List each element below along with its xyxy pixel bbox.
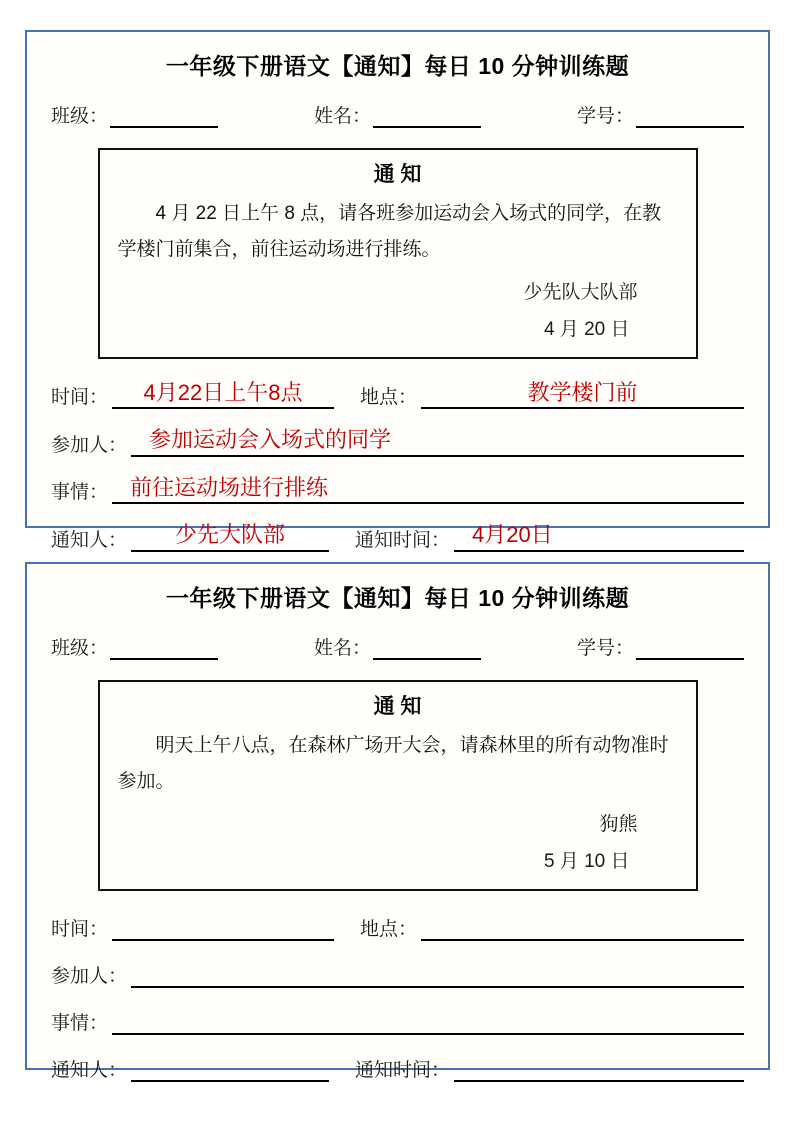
class-field: [51, 633, 218, 660]
qa-row-participants: [51, 958, 744, 988]
name-field: [314, 633, 481, 660]
notify-time-answer: 4月20日: [472, 522, 553, 548]
place-answer: 教学楼门前: [527, 379, 638, 405]
notifier-blank[interactable]: [131, 1052, 329, 1082]
qa-row-participants: [51, 426, 744, 457]
participants-answer: [131, 958, 744, 959]
time-blank[interactable]: [112, 379, 334, 410]
qa-row-matter: [51, 474, 744, 505]
notice-heading: 通 知: [373, 695, 422, 718]
notice-box: [98, 148, 698, 359]
student-number-blank[interactable]: [636, 636, 744, 660]
participants-label: 参加人：: [51, 434, 128, 456]
student-number-blank[interactable]: [636, 104, 744, 128]
page-title: 一年级下册语文【通知】每日 10 分钟训练题: [165, 585, 630, 611]
place-blank[interactable]: [421, 911, 744, 941]
notice-signer: 少先队大队部: [523, 281, 638, 303]
participants-label: 参加人：: [51, 965, 128, 987]
matter-blank[interactable]: [112, 474, 744, 505]
place-blank[interactable]: [421, 379, 744, 410]
notice-body: 明天上午八点，在森林广场开大会，请森林里的所有动物准时参加。: [117, 735, 669, 793]
name-field: [314, 101, 481, 128]
name-label: 姓名：: [313, 638, 371, 659]
time-answer: 4月22日上午8点: [143, 379, 303, 405]
time-answer: [112, 911, 334, 912]
class-field: [51, 101, 218, 128]
student-info-row: [51, 633, 744, 660]
student-number-label: 学号：: [576, 106, 634, 127]
name-blank[interactable]: [373, 104, 481, 128]
qa-row-notifier: [51, 521, 744, 552]
student-number-field: [577, 101, 744, 128]
matter-answer: 前往运动场进行排练: [130, 474, 329, 500]
class-blank[interactable]: [110, 104, 218, 128]
notify-time-label: 通知时间：: [355, 529, 451, 551]
student-number-field: [577, 633, 744, 660]
notice-signer: 狗熊: [599, 813, 638, 835]
notice-date: 4 月 20 日: [543, 318, 630, 340]
class-label: 班级：: [51, 638, 109, 659]
notifier-answer: [131, 1052, 329, 1053]
matter-blank[interactable]: [112, 1005, 744, 1035]
participants-blank[interactable]: [131, 958, 744, 988]
participants-answer: 参加运动会入场式的同学: [149, 427, 392, 453]
time-label: 时间：: [51, 918, 109, 940]
notifier-answer: 少先大队部: [175, 522, 286, 548]
qa-row-notifier: [51, 1052, 744, 1082]
notify-time-answer: [454, 1052, 744, 1053]
notifier-blank[interactable]: [131, 521, 329, 552]
notifier-label: 通知人：: [51, 529, 128, 551]
place-label: 地点：: [360, 918, 418, 940]
notifier-label: 通知人：: [51, 1059, 128, 1081]
time-blank[interactable]: [112, 911, 334, 941]
class-label: 班级：: [51, 106, 109, 127]
student-number-label: 学号：: [576, 638, 634, 659]
qa-row-time-place: [51, 911, 744, 941]
class-blank[interactable]: [110, 636, 218, 660]
place-label: 地点：: [360, 387, 418, 409]
matter-label: 事情：: [51, 482, 109, 504]
qa-row-matter: [51, 1005, 744, 1035]
page-title: 一年级下册语文【通知】每日 10 分钟训练题: [165, 53, 630, 79]
notice-heading: 通 知: [373, 163, 422, 186]
notify-time-label: 通知时间：: [355, 1059, 451, 1081]
worksheet-card-2: [25, 562, 770, 1081]
qa-row-time-place: [51, 379, 744, 410]
notify-time-blank[interactable]: [454, 521, 744, 552]
question-section: [51, 911, 744, 1082]
worksheet-card-1: [25, 30, 770, 551]
matter-label: 事情：: [51, 1012, 109, 1034]
notify-time-blank[interactable]: [454, 1052, 744, 1082]
name-blank[interactable]: [373, 636, 481, 660]
participants-blank[interactable]: [131, 426, 744, 457]
place-answer: [421, 911, 744, 912]
question-section: [51, 379, 744, 552]
notice-body: 4 月 22 日上午 8 点，请各班参加运动会入场式的同学，在教学楼门前集合，前往运动场进行排练。: [117, 203, 662, 261]
student-info-row: [51, 101, 744, 128]
time-label: 时间：: [51, 387, 109, 409]
notice-date: 5 月 10 日: [543, 850, 630, 872]
notice-box: [98, 680, 698, 891]
matter-answer: [112, 1005, 744, 1006]
name-label: 姓名：: [313, 106, 371, 127]
